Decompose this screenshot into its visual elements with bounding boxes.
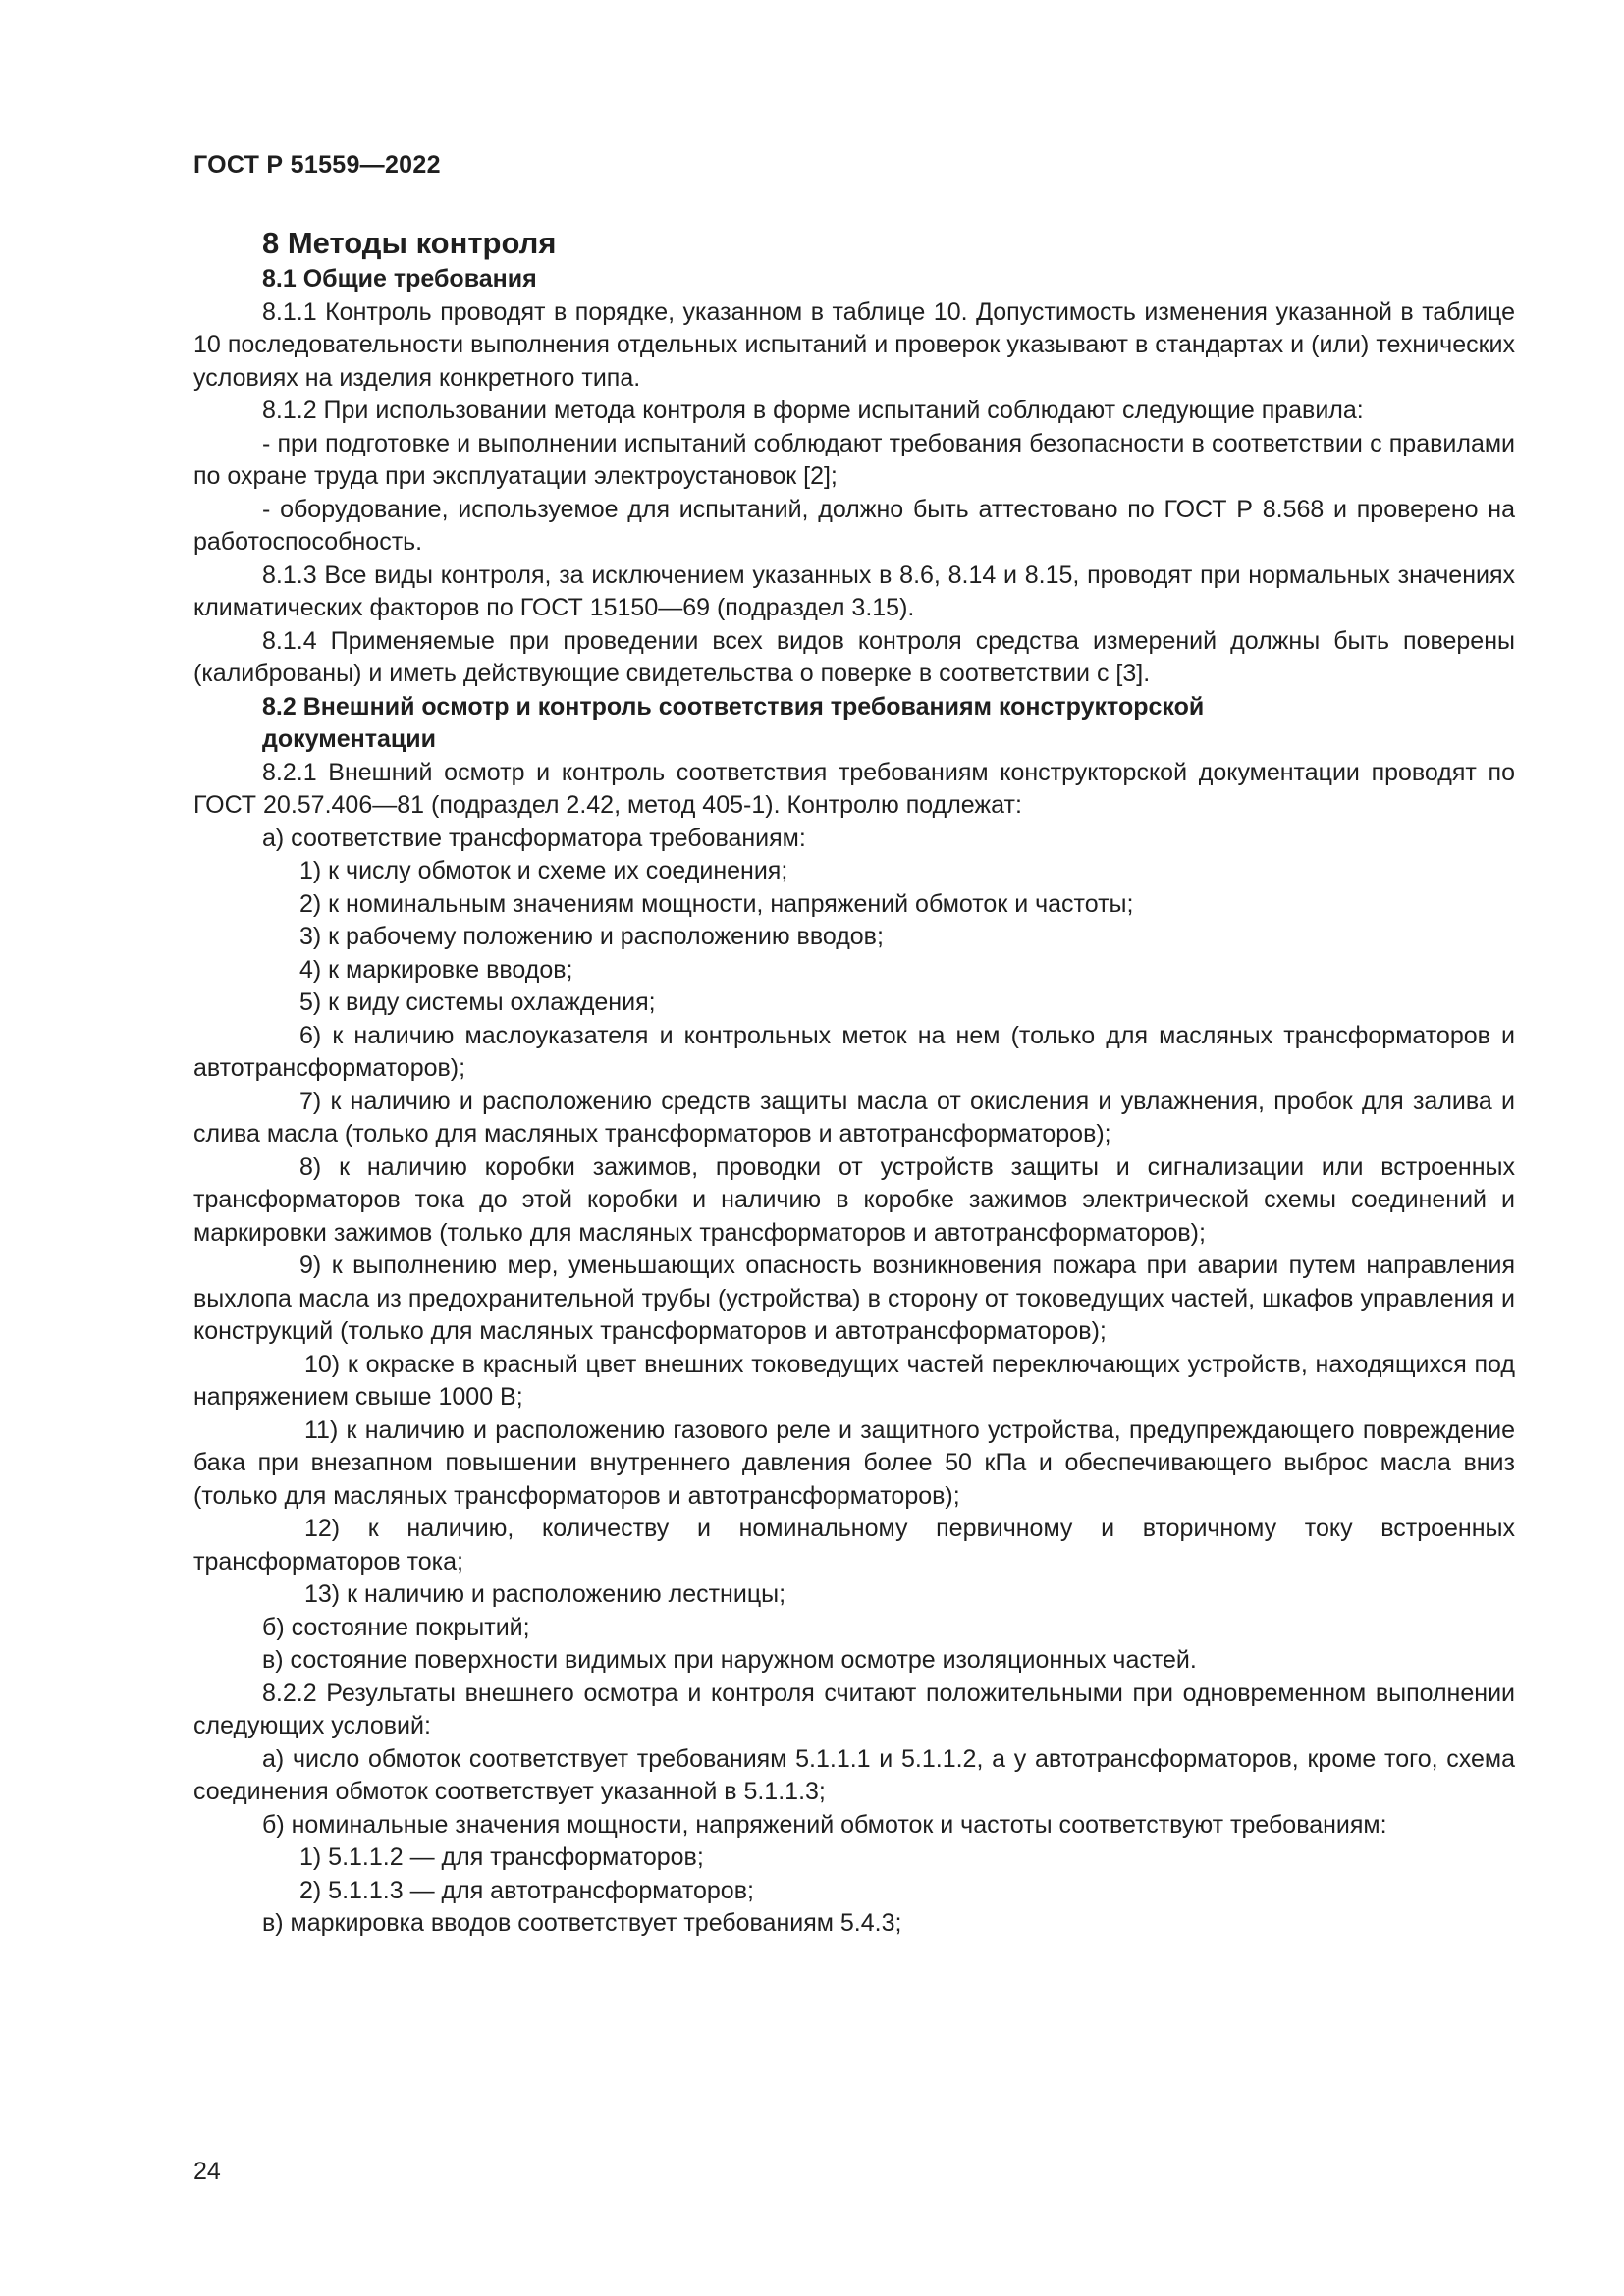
list-item: 9) к выполнению мер, уменьшающих опасность возникновения пожара при аварии путем направления выхлопа масла из предохранительной трубы (устройства) в сторону от токоведущих частей, шкафов управления и конструкций (только для масляных трансформаторов и автотрансформаторов); bbox=[193, 1252, 1515, 1345]
page-content bbox=[193, 224, 1515, 1941]
subsection-title: 8.1 Общие требования bbox=[262, 265, 537, 293]
list-item: 2) 5.1.1.3 — для автотрансформаторов; bbox=[299, 1876, 754, 1904]
list-item: 11) к наличию и расположению газового реле и защитного устройства, предупреждающего повреждение бака при внезапном повышении внутреннего давления более 50 кПа и обеспечивающего выброс масла вниз (только для масляных трансформаторов и автотрансформаторов); bbox=[193, 1415, 1515, 1510]
list-item: 8) к наличию коробки зажимов, проводки от устройств защиты и сигнализации или встроенных трансформаторов тока до этой коробки и наличию в коробке зажимов электрической схемы соединений и маркировки зажимов (только для масляных трансформаторов и автотрансформаторов); bbox=[193, 1152, 1515, 1247]
list-item: 7) к наличию и расположению средств защиты масла от окисления и увлажнения, пробок для залива и слива масла (только для масляных трансформаторов и автотрансформаторов); bbox=[193, 1087, 1515, 1148]
list-item: 2) к номинальным значениям мощности, напряжений обмоток и частоты; bbox=[299, 889, 1134, 918]
paragraph: 8.1.2 При использовании метода контроля в форме испытаний соблюдают следующие правила: bbox=[262, 397, 1364, 424]
list-item: в) маркировка вводов соответствует требованиям 5.4.3; bbox=[262, 1909, 902, 1937]
paragraph: 8.1.1 Контроль проводят в порядке, указанном в таблице 10. Допустимость изменения указанной в таблице 10 последовательности выполнения отдельных испытаний и проверок указывают в стандартах и (или) технических условиях на изделия конкретного типа. bbox=[193, 297, 1515, 392]
list-item: 6) к наличию маслоуказателя и контрольных меток на нем (только для масляных трансформаторов и автотрансформаторов); bbox=[193, 1021, 1515, 1082]
list-item: в) состояние поверхности видимых при наружном осмотре изоляционных частей. bbox=[262, 1646, 1197, 1674]
subsection-title bbox=[193, 691, 1515, 757]
list-item: 4) к маркировке вводов; bbox=[299, 955, 573, 984]
list-item: 3) к рабочему положению и расположению вводов; bbox=[299, 923, 884, 950]
subsection-title-line2: документации bbox=[262, 725, 436, 753]
paragraph: 8.2.1 Внешний осмотр и контроль соответствия требованиям конструкторской документации проводят по ГОСТ 20.57.406—81 (подраздел 2.42, метод 405-1). Контролю подлежат: bbox=[193, 758, 1515, 819]
paragraph: 8.1.3 Все виды контроля, за исключением указанных в 8.6, 8.14 и 8.15, проводят при нормальных значениях климатических факторов по ГОСТ 15150—69 (подраздел 3.15). bbox=[193, 561, 1515, 621]
list-item: 13) к наличию и расположению лестницы; bbox=[304, 1580, 786, 1608]
list-item: - при подготовке и выполнении испытаний соблюдают требования безопасности в соответствии с правилами по охране труда при эксплуатации электроустановок [2]; bbox=[193, 429, 1515, 490]
list-item: 5) к виду системы охлаждения; bbox=[299, 988, 656, 1016]
subsection-title-line1: 8.2 Внешний осмотр и контроль соответствия требованиям конструкторской bbox=[262, 692, 1205, 721]
paragraph: 8.1.4 Применяемые при проведении всех видов контроля средства измерений должны быть поверены (калиброваны) и иметь действующие свидетельства о поверке в соответствии с [3]. bbox=[193, 626, 1515, 687]
list-item: а) число обмоток соответствует требованиям 5.1.1.1 и 5.1.1.2, а у автотрансформаторов, кроме того, схема соединения обмоток соответствует указанной в 5.1.1.3; bbox=[193, 1744, 1515, 1805]
list-item: 1) к числу обмоток и схеме их соединения; bbox=[299, 857, 788, 884]
paragraph: 8.2.2 Результаты внешнего осмотра и контроля считают положительными при одновременном выполнении следующих условий: bbox=[193, 1679, 1515, 1739]
list-item: 1) 5.1.1.2 — для трансформаторов; bbox=[299, 1843, 704, 1871]
list-item: - оборудование, используемое для испытаний, должно быть аттестовано по ГОСТ Р 8.568 и проверено на работоспособность. bbox=[193, 495, 1515, 556]
page-number: 24 bbox=[193, 2158, 221, 2185]
list-item: а) соответствие трансформатора требованиям: bbox=[262, 824, 806, 852]
section-title: 8 Методы контроля bbox=[262, 226, 557, 260]
document-code: ГОСТ Р 51559—2022 bbox=[193, 151, 441, 179]
list-item: б) состояние покрытий; bbox=[262, 1613, 530, 1641]
list-item: 10) к окраске в красный цвет внешних токоведущих частей переключающих устройств, находящихся под напряжением свыше 1000 В; bbox=[193, 1350, 1515, 1411]
list-item: б) номинальные значения мощности, напряжений обмоток и частоты соответствуют требованиям: bbox=[262, 1810, 1387, 1839]
list-item: 12) к наличию, количеству и номинальному первичному и вторичному току встроенных трансформаторов тока; bbox=[193, 1515, 1515, 1575]
